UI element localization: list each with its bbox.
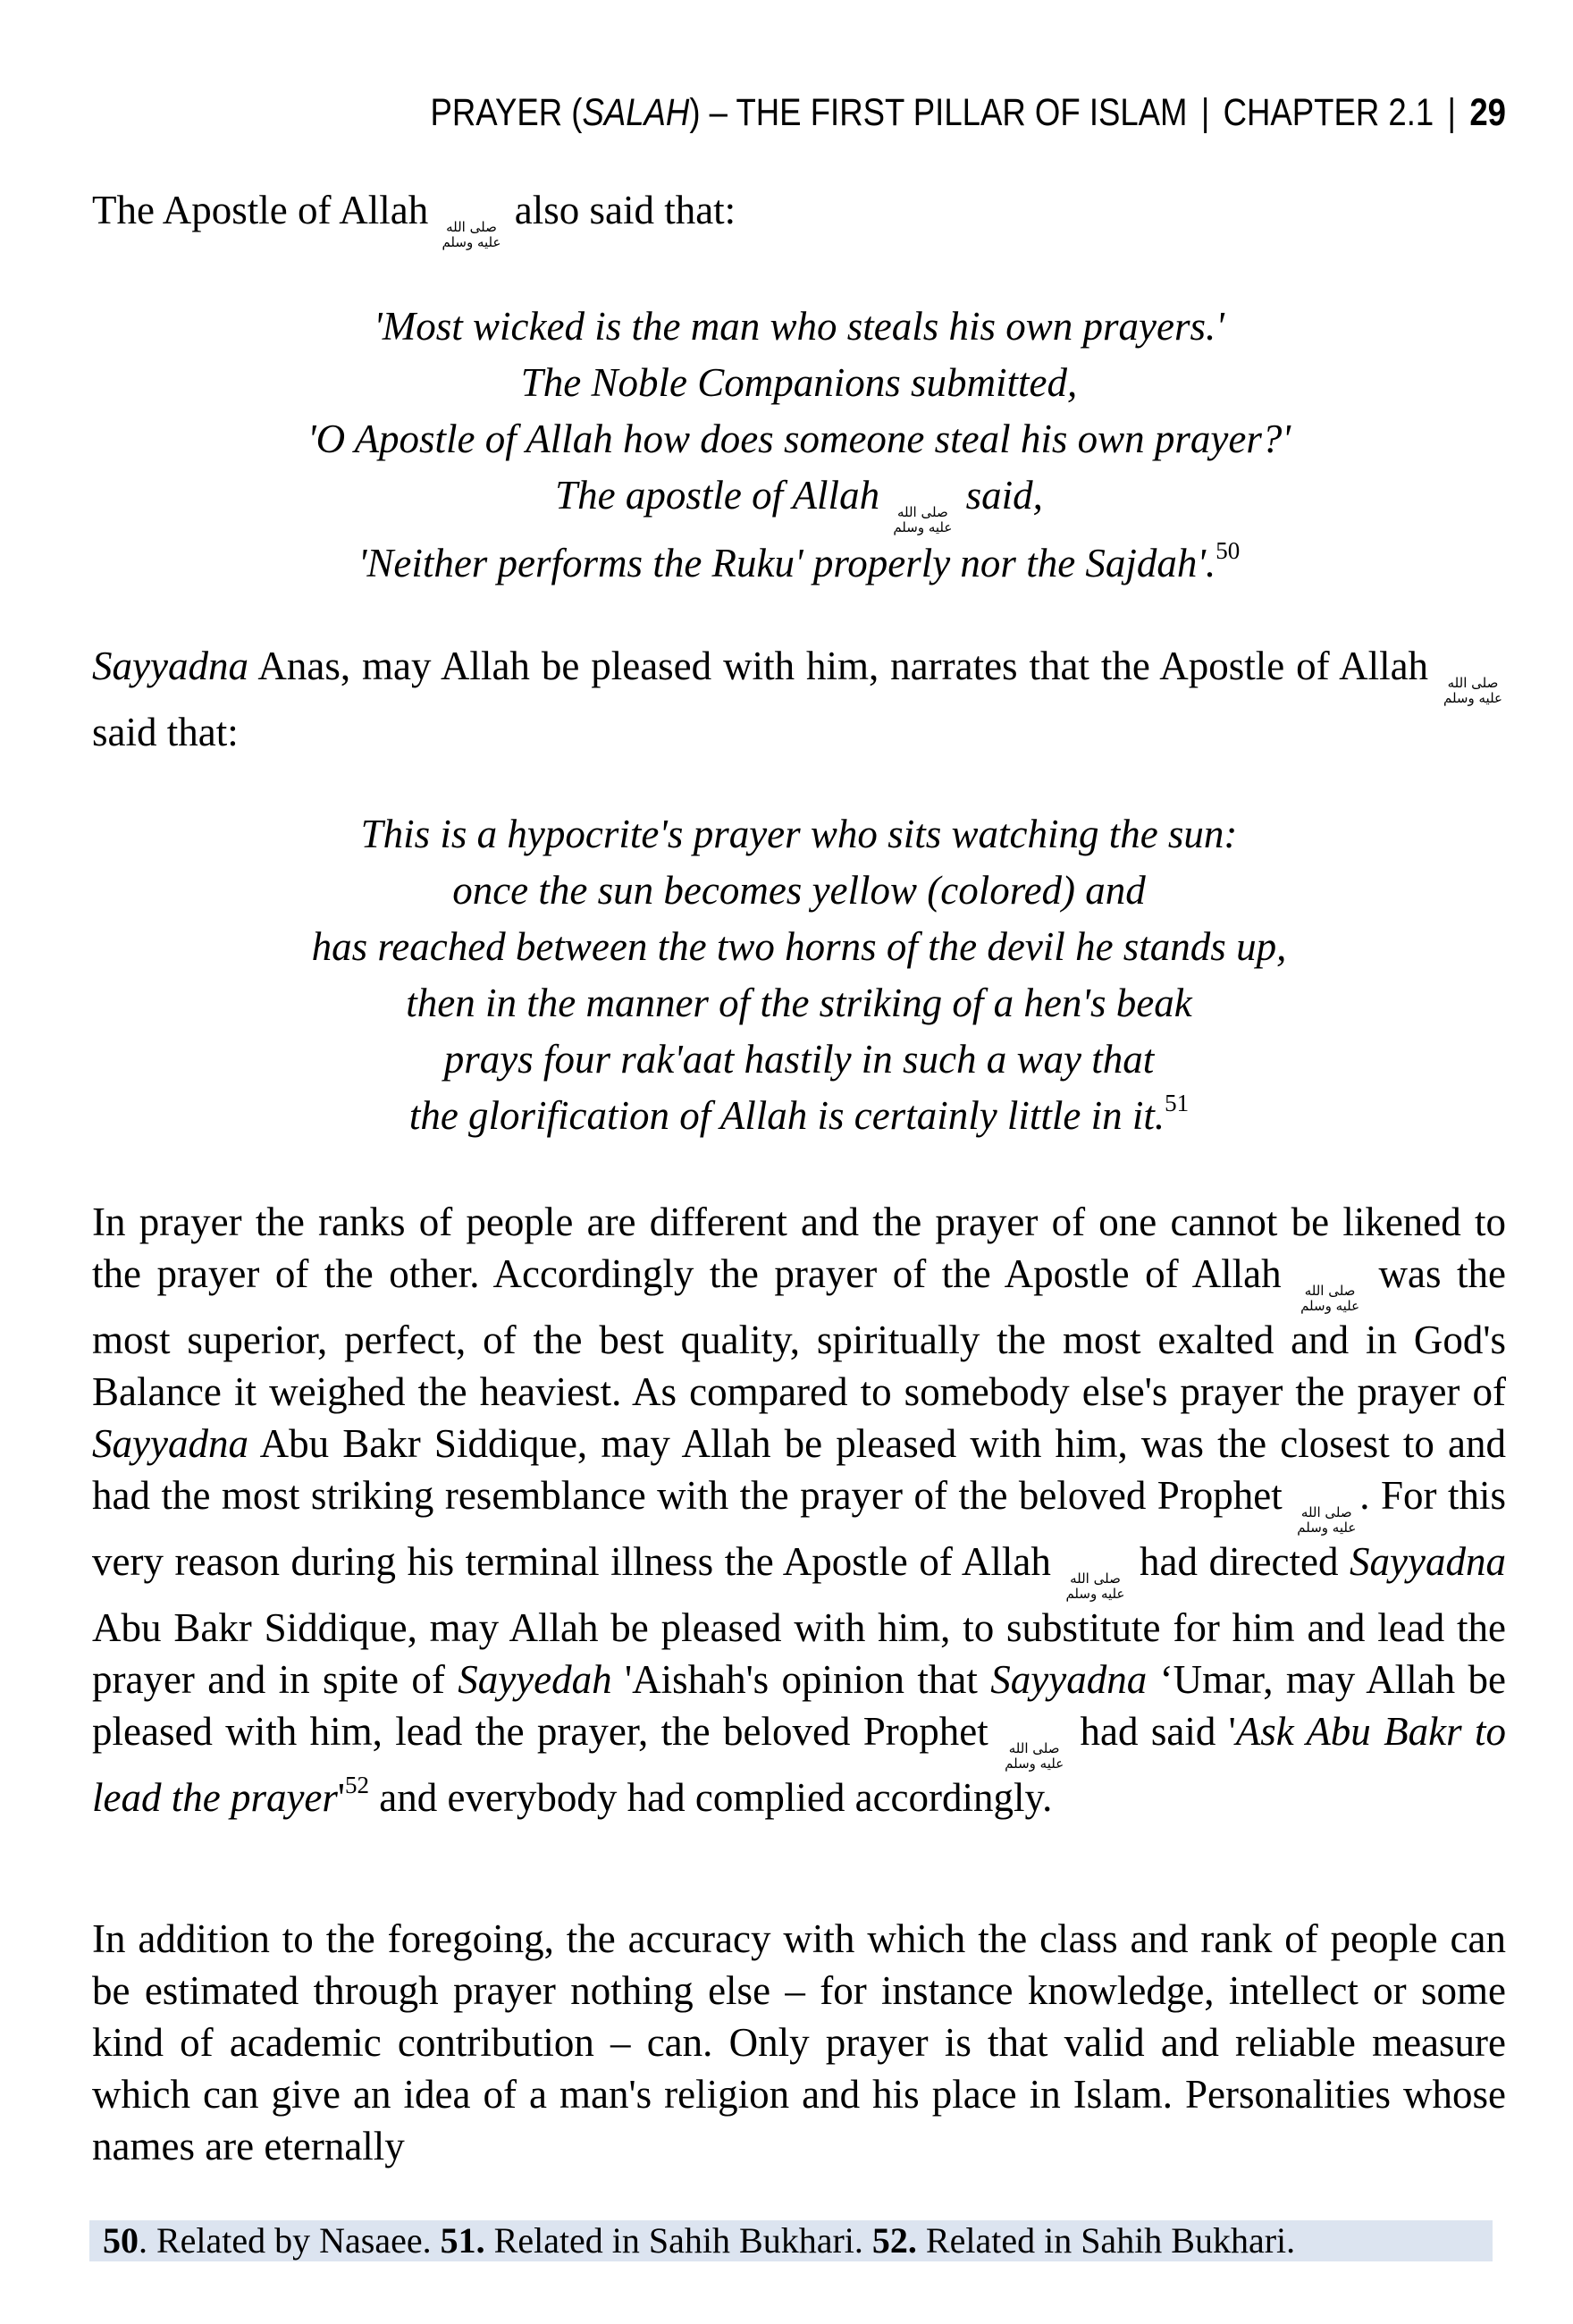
sallallahu-alayhi-wasallam-symbol: صلى الله عليه وسلم [1005, 1740, 1064, 1772]
header-title: PRAYER (SALAH) – THE FIRST PILLAR OF ISLAM [430, 91, 1188, 134]
sallallahu-alayhi-wasallam-symbol: صلى الله عليه وسلم [442, 219, 501, 250]
page-number: 29 [1469, 91, 1506, 134]
paragraph-3: In prayer the ranks of people are different and the prayer of one cannot be likened to the prayer of the other. Accordingly the prayer of the Apostle of Allah صلى الله عليه وسلم was the most superior, perfect, of the best quality, spiritually the most exalted and in God's Balance it weighed the heaviest. As compared to somebody else's prayer the prayer of Sayyadna Abu Bakr Siddique, may Allah be pleased with him, was the closest to and had the most striking resemblance with the prayer of the beloved Prophet صلى الله عليه وسلم . For this very reason during his terminal illness the Apostle of Allah صلى الله عليه وسلم had directed Sayyadna Abu Bakr Siddique, may Allah be pleased with him, to substitute for him and lead the prayer and in spite of Sayyedah 'Aishah's opinion that Sayyadna ‘Umar, may Allah be pleased with him, lead the prayer, the beloved Prophet صلى الله عليه وسلم had said 'Ask Abu Bakr to lead the $prayer'^{52}$ and everybody had complied accordingly. [92, 1200, 1506, 1820]
paragraph-4: In addition to the foregoing, the accuracy with which the class and rank of people can be estimated through prayer nothing else – for instance knowledge, intellect or some kind of academic contribution – can. Only prayer is that valid and reliable measure which can give an idea of a man's religion and his place in Islam. Personalities whose names are eternally [92, 1916, 1506, 2168]
sallallahu-alayhi-wasallam-symbol: صلى الله عليه وسلم [1443, 675, 1502, 706]
sallallahu-alayhi-wasallam-symbol: صلى الله عليه وسلم [893, 504, 953, 535]
sallallahu-alayhi-wasallam-symbol: صلى الله عليه وسلم [1300, 1283, 1360, 1314]
header-chapter: CHAPTER 2.1 [1223, 91, 1434, 134]
paragraph-intro-2: Sayyadna Anas, may Allah be pleased with him, narrates that the Apostle of Allah صلى الله عليه وسلم said that: [92, 644, 1502, 754]
paragraph-intro-1: The Apostle of Allah صلى الله عليه وسلم also said that: [92, 188, 736, 250]
sallallahu-alayhi-wasallam-symbol: صلى الله عليه وسلم [1065, 1570, 1125, 1602]
footnotes-bar [89, 2220, 1493, 2261]
sallallahu-alayhi-wasallam-symbol: صلى الله عليه وسلم [1297, 1504, 1357, 1536]
hadith-quote-1: 'Most wicked is the man who steals his own prayers.' The Noble Companions submitted, 'O Apostle of Allah how does someone steal his own prayer?' The apostle of Allah صلى الله عليه وسلم said, 'Neither performs the Ruku' properly nor the Sajdah'.$^{50}$ [307, 304, 1291, 585]
header-separator: | [1200, 91, 1210, 134]
running-header [304, 93, 1506, 132]
hadith-quote-2: This is a hypocrite's prayer who sits watching the sun: once the sun becomes yellow (colored) and has reached between the two horns of the devil he stands up, then in the manner of the striking of a hen's beak prays four rak'aat hastily in such a way that the glorification of Allah is certainly little in it.$^{51}$ [311, 812, 1287, 1138]
footnotes-text: 50. Related by Nasaee. 51. Related in Sahih Bukhari. 52. Related in Sahih Bukhari. [103, 2220, 1296, 2261]
header-separator: | [1447, 91, 1457, 134]
